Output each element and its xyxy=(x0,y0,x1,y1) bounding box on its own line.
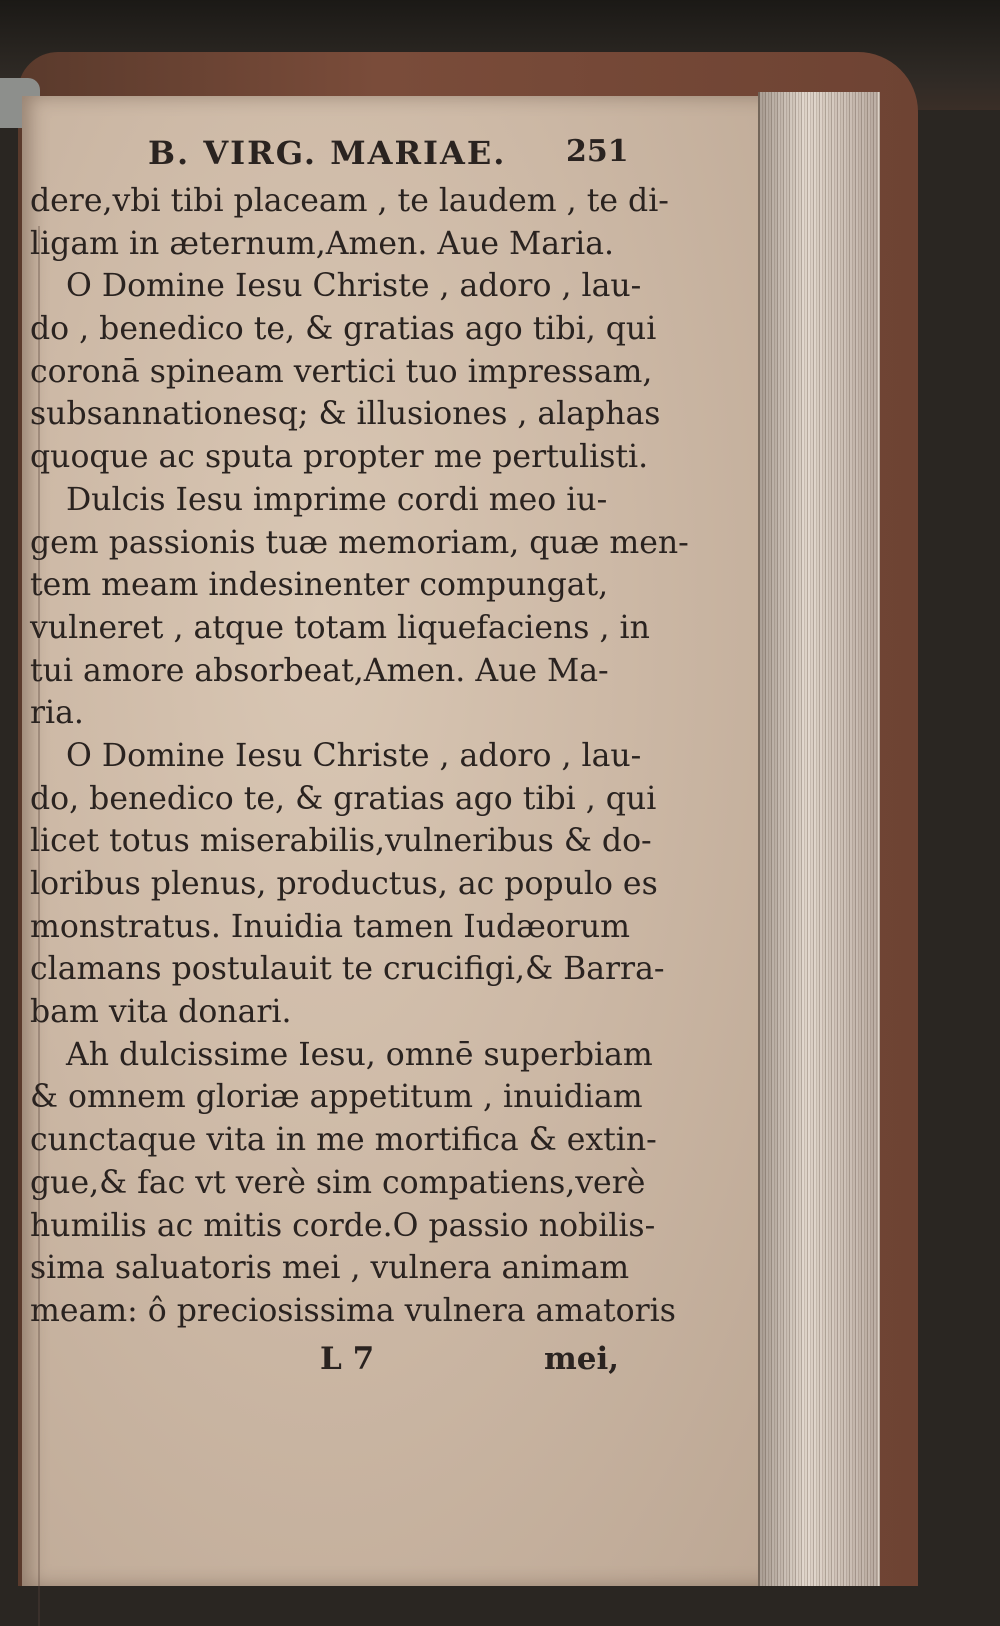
text-line: loribus plenus, productus, ac populo es xyxy=(30,866,658,902)
text-line: O Domine Iesu Christe , adoro , lau- xyxy=(66,737,642,774)
text-line: subsannationesq; & illusiones , alaphas xyxy=(30,396,661,433)
text-line: Dulcis Iesu imprime cordi meo iu- xyxy=(66,481,608,518)
page-footer xyxy=(30,1337,720,1385)
text-line: O Domine Iesu Christe , adoro , lau- xyxy=(66,268,642,305)
text-line: ligam in æternum,Amen. Aue Maria. xyxy=(30,225,614,262)
text-line: & omnem gloriæ appetitum , inuidiam xyxy=(30,1079,643,1116)
page-number: 251 xyxy=(566,134,629,169)
catchword: mei, xyxy=(544,1340,620,1377)
text-line: quoque ac sputa propter me pertulisti. xyxy=(30,439,649,476)
signature-mark: L 7 xyxy=(320,1340,375,1377)
text-line: bam vita donari. xyxy=(30,994,292,1031)
text-line: gue,& fac vt verè sim compatiens,verè xyxy=(30,1164,646,1201)
text-line: cunctaque vita in me mortifica & extin- xyxy=(30,1122,657,1159)
text-line: dere,vbi tibi placeam , te laudem , te di- xyxy=(30,183,669,219)
text-line: vulneret , atque totam liquefaciens , in xyxy=(30,609,650,646)
text-line: tui amore absorbeat,Amen. Aue Ma- xyxy=(30,652,609,689)
text-line: ria. xyxy=(30,695,84,732)
text-line: meam: ô preciosissima vulnera amatoris xyxy=(30,1292,676,1329)
text-line: clamans postulauit te crucifigi,& Barra- xyxy=(30,951,665,988)
text-line: licet totus miserabilis,vulneribus & do- xyxy=(30,823,652,860)
text-line: tem meam indesinenter compungat, xyxy=(30,567,609,604)
text-line: sima saluatoris mei , vulnera animam xyxy=(30,1250,630,1287)
text-line: humilis ac mitis corde.O passio nobilis- xyxy=(30,1207,656,1244)
text-line: do , benedico te, & gratias ago tibi, qui xyxy=(30,311,657,348)
page-header xyxy=(30,128,720,180)
page-edges-shade xyxy=(758,92,878,1586)
running-title: B. VIRG. MARIAE. xyxy=(148,134,507,172)
text-block xyxy=(30,128,720,1385)
text-line: coronā spineam vertici tuo impressam, xyxy=(30,353,653,390)
text-line: Ah dulcissime Iesu, omnē superbiam xyxy=(66,1036,653,1073)
text-line: do, benedico te, & gratias ago tibi , qui xyxy=(30,780,657,817)
text-line: gem passionis tuæ memoriam, quæ men- xyxy=(30,524,689,561)
text-line: monstratus. Inuidia tamen Iudæorum xyxy=(30,908,630,945)
